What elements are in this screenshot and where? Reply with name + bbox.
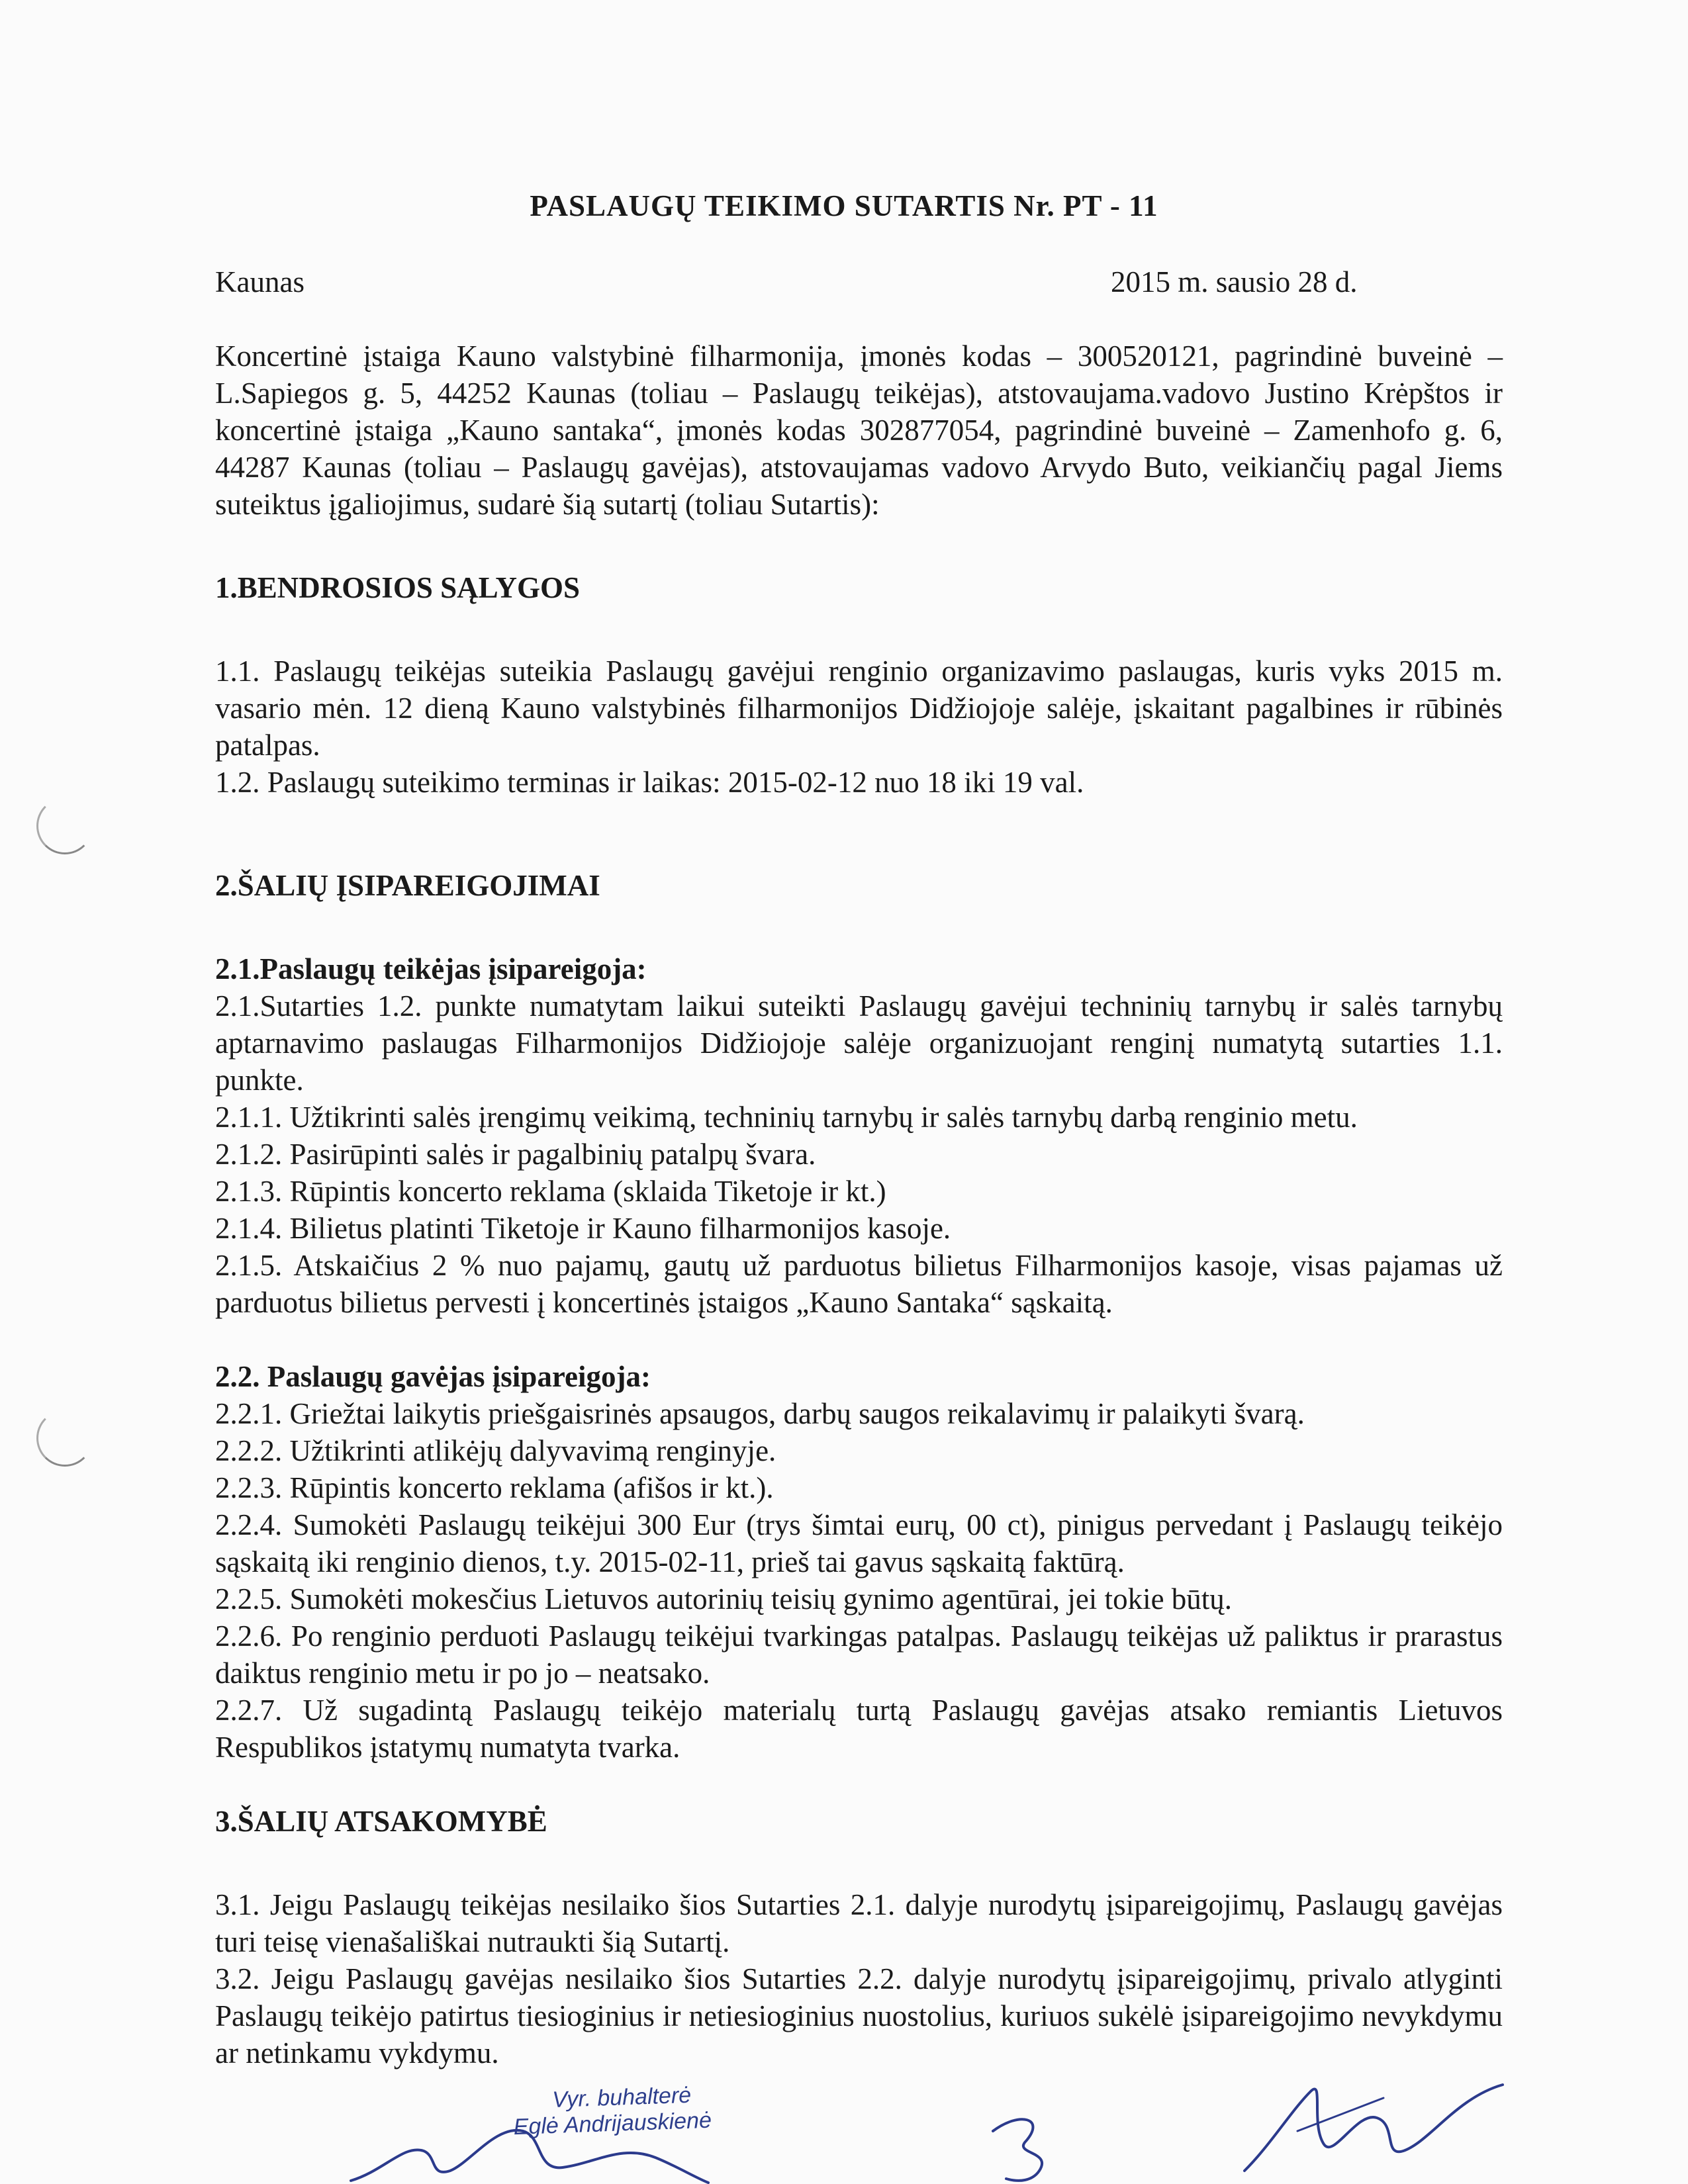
clause-2-2-4: 2.2.4. Sumokėti Paslaugų teikėjui 300 Eur (trys šimtai eurų, 00 ct), pinigus pervedant į Paslaugų teikėjo sąskaitą iki renginio dienos, t.y. 2015-02-11, prieš tai gavus sąskaitą faktūrą. (215, 1508, 1503, 1578)
clause-2-2-6: 2.2.6. Po renginio perduoti Paslaugų teikėjui tvarkingas patalpas. Paslaugų teikėjas už paliktus ir prarastus daiktus renginio metu ir po jo – neatsako. (215, 1619, 1503, 1690)
clause-2-1-1: 2.1.1. Užtikrinti salės įrengimų veikimą, techninių tarnybų ir salės tarnybų darbą renginio metu. (215, 1101, 1358, 1134)
clause-2-2-2: 2.2.2. Užtikrinti atlikėjų dalyvavimą renginyje. (215, 1434, 776, 1467)
intro-paragraph: Koncertinė įstaiga Kauno valstybinė filharmonija, įmonės kodas – 300520121, pagrindinė buveinė – L.Sapiegos g. 5, 44252 Kaunas (toliau – Paslaugų teikėjas), atstovaujama.vadovo Justino Krėpštos ir koncertinė įstaiga „Kauno santaka“, įmonės kodas 302877054, pagrindinė buveinė – Zamenhofo g. 6, 44287 Kaunas (toliau – Paslaugų gavėjas), atstovaujamas vadovo Arvydo Buto, veikiančių pagal Jiems suteiktus įgaliojimus, sudarė šią sutartį (toliau Sutartis): (215, 340, 1503, 521)
clause-2-2-1: 2.2.1. Griežtai laikytis priešgaisrinės apsaugos, darbų saugos reikalavimų ir palaikyti švarą. (215, 1397, 1305, 1430)
clause-3-2: 3.2. Jeigu Paslaugų gavėjas nesilaiko šios Sutarties 2.2. dalyje nurodytų įsipareigojimų, privalo atlyginti Paslaugų teikėjo patirtus tiesioginius ir netiesioginius nuostolius, kuriuos sukėlė įsipareigojimo nevykdymu ar netinkamu vykdymu. (215, 1962, 1503, 2070)
clause-1-1: 1.1. Paslaugų teikėjas suteikia Paslaugų gavėjui renginio organizavimo paslaugas, kuris vyks 2015 m. vasario mėn. 12 dieną Kauno valstybinės filharmonijos Didžiojoje salėje, įskaitant pagalbines ir rūbinės patalpas. (215, 655, 1503, 762)
document-body (215, 338, 1503, 2071)
document-date: 2015 m. sausio 28 d. (1111, 265, 1358, 298)
signature-small-mark (980, 2105, 1072, 2184)
punch-hole-bottom (36, 1410, 93, 1467)
punch-hole-top (36, 797, 93, 854)
document-title: PASLAUGŲ TEIKIMO SUTARTIS Nr. PT - 11 (530, 189, 1158, 222)
clause-2-1-4: 2.1.4. Bilietus platinti Tiketoje ir Kauno filharmonijos kasoje. (215, 1212, 951, 1245)
clause-2-2-7: 2.2.7. Už sugadintą Paslaugų teikėjo materialų turtą Paslaugų gavėjas atsako remiantis Lietuvos Respublikos įstatymų numatyta tvarka. (215, 1694, 1503, 1764)
clause-2-1-3: 2.1.3. Rūpintis koncerto reklama (sklaida Tiketoje ir kt.) (215, 1175, 886, 1208)
clause-2-1-5: 2.1.5. Atskaičius 2 % nuo pajamų, gautų už parduotus bilietus Filharmonijos kasoje, visas pajamas už parduotus bilietus pervesti į koncertinės įstaigos „Kauno Santaka“ sąskaitą. (215, 1249, 1503, 1319)
stamp-name: Eglė Andrijauskienė (513, 2107, 712, 2140)
clause-3-1: 3.1. Jeigu Paslaugų teikėjas nesilaiko šios Sutarties 2.1. dalyje nurodytų įsipareigojimų, Paslaugų gavėjas turi teisę vienašališkai nutraukti šią Sutartį. (215, 1888, 1503, 1958)
clause-2-2-5: 2.2.5. Sumokėti mokesčius Lietuvos autorinių teisių gynimo agentūrai, jei tokie būtų. (215, 1582, 1233, 1615)
document-place: Kaunas (215, 265, 305, 298)
section-3-heading: 3.ŠALIŲ ATSAKOMYBĖ (215, 1805, 547, 1838)
clause-1-2: 1.2. Paslaugų suteikimo terminas ir laikas: 2015-02-12 nuo 18 iki 19 val. (215, 766, 1084, 799)
section-2-heading: 2.ŠALIŲ ĮSIPAREIGOJIMAI (215, 869, 600, 902)
clause-2-2-3: 2.2.3. Rūpintis koncerto reklama (afišos ir kt.). (215, 1471, 774, 1504)
section-1-heading: 1.BENDROSIOS SĄLYGOS (215, 571, 581, 604)
signature-right (1231, 2071, 1509, 2177)
clause-2-1-2: 2.1.2. Pasirūpinti salės ir pagalbinių patalpų švara. (215, 1138, 816, 1171)
stamp-role: Vyr. buhalterė (551, 2082, 692, 2113)
subsection-2-2-heading: 2.2. Paslaugų gavėjas įsipareigoja: (215, 1360, 651, 1393)
clause-2-1-intro: 2.1.Sutarties 1.2. punkte numatytam laikui suteikti Paslaugų gavėjui techninių tarnybų ir salės tarnybų aptarnavimo paslaugas Filharmonijos Didžiojoje salėje organizuojant renginį numatytą sutarties 1.1. punkte. (215, 989, 1503, 1097)
signature-left (344, 2105, 715, 2184)
subsection-2-1-heading: 2.1.Paslaugų teikėjas įsipareigoja: (215, 952, 647, 985)
